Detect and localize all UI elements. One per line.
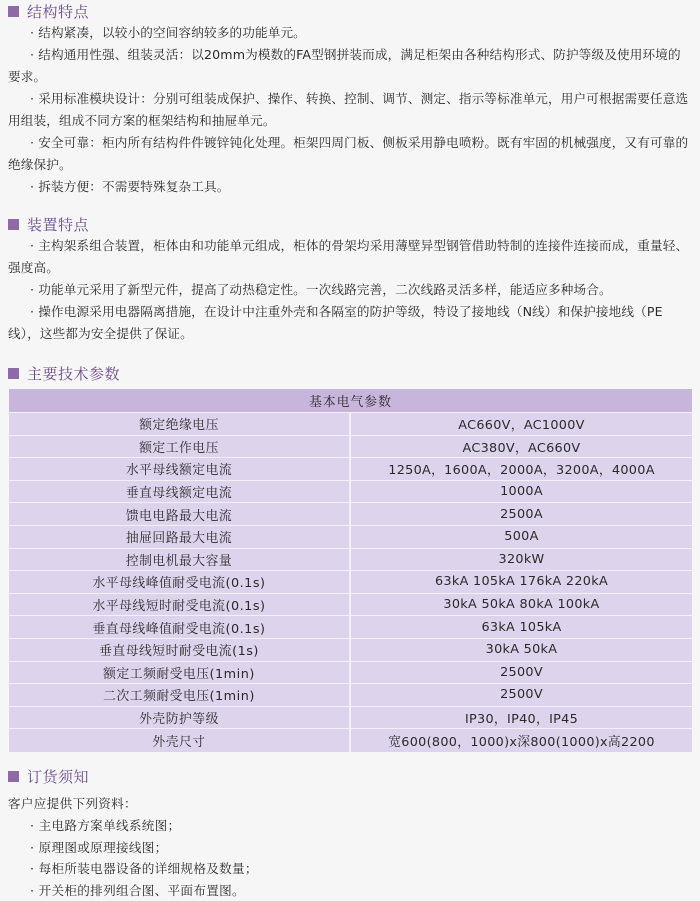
section-header-device: [8, 214, 89, 234]
table-row: [9, 707, 692, 730]
section-header-structure: [8, 1, 89, 21]
param-name: 抽屉回路最大电流: [9, 526, 351, 548]
table-row: [9, 458, 692, 481]
section-bullet-icon: [8, 6, 19, 17]
table-row: [9, 662, 692, 685]
param-value: 宽600(800，1000)x深800(1000)x高2200: [388, 735, 655, 751]
param-value: IP30，IP40，IP45: [464, 712, 579, 728]
list-item: · 原理图或原理接线图；: [30, 839, 168, 855]
param-name: 垂直母线短时耐受电流(1s): [9, 639, 351, 661]
param-name: 馈电电路最大电流: [9, 503, 351, 525]
section-header-specs: [8, 363, 120, 383]
list-item: · 主电路方案单线系统图；: [30, 818, 181, 833]
param-name: 额定工频耐受电压(1min): [9, 662, 351, 684]
table-row: [9, 503, 692, 526]
table-row: [9, 481, 692, 504]
param-value: AC380V，AC660V: [462, 440, 581, 456]
param-value: 63kA 105kA: [481, 619, 562, 635]
paragraph: · 结构通用性强、组装灵活：以20mm为模数的FA型钢拼装而成，满足柜架由各种结构形式、防护等级及使用环境的要求。: [8, 47, 681, 84]
section-title: 结构特点: [27, 2, 90, 21]
param-name: 控制电机最大容量: [9, 549, 351, 571]
paragraph: · 操作电源采用电器隔离措施，在设计中注重外壳和各隔室的防护等级，特设了接地线（N线）和保护接地线（PE线），这些都为安全提供了保证。: [8, 304, 663, 341]
param-name: 二次工频耐受电压(1min): [9, 684, 351, 706]
param-name: 水平母线额定电流: [9, 458, 351, 480]
section-bullet-icon: [8, 368, 19, 379]
section-header-ordering: [8, 766, 89, 786]
table-row: [9, 639, 692, 662]
param-name: 外壳防护等级: [9, 707, 351, 729]
paragraph: · 功能单元采用了新型元件，提高了动热稳定性。一次线路完善，二次线路灵活多样，能适应多种场合。: [30, 282, 612, 297]
section-bullet-icon: [8, 219, 19, 230]
table-row: [9, 594, 692, 617]
section-title: 订货须知: [27, 767, 90, 786]
param-value: 2500V: [500, 687, 543, 703]
table-row: [9, 729, 692, 752]
paragraph: · 安全可靠：柜内所有结构件件镀锌钝化处理。柜架四周门板、侧板采用静电喷粉。既有牢固的机械强度，又有可靠的绝缘保护。: [8, 135, 689, 172]
section-bullet-icon: [8, 771, 19, 782]
section-title: 主要技术参数: [27, 364, 121, 383]
param-value: 30kA 50kA 80kA 100kA: [443, 597, 600, 613]
table-row: [9, 413, 692, 436]
table-row: [9, 549, 692, 572]
section-title: 装置特点: [27, 215, 90, 234]
param-value: 500A: [504, 529, 539, 545]
param-name: 垂直母线峰值耐受电流(0.1s): [9, 616, 351, 638]
paragraph: · 结构紧凑，以较小的空间容纳较多的功能单元。: [30, 25, 306, 40]
param-name: 水平母线峰值耐受电流(0.1s): [9, 571, 351, 593]
param-name: 外壳尺寸: [9, 729, 351, 752]
param-name: 额定工作电压: [9, 436, 351, 458]
param-name: 额定绝缘电压: [9, 413, 351, 435]
param-value: 2500V: [500, 664, 543, 680]
param-value: 1250A，1600A，2000A，3200A，4000A: [388, 463, 655, 479]
table-row: [9, 526, 692, 549]
table-row: [9, 684, 692, 707]
paragraph: · 拆装方便：不需要特殊复杂工具。: [30, 179, 230, 194]
param-name: 水平母线短时耐受电流(0.1s): [9, 594, 351, 616]
paragraph: · 主构架系组合装置，柜体由和功能单元组成，柜体的骨架均采用薄壁异型钢管借助特制的连接件连接而成，重量轻、强度高。: [8, 238, 689, 275]
table-row: [9, 571, 692, 594]
table-header: 基本电气参数: [9, 389, 692, 413]
list-item: · 每柜所装电器设备的详细规格及数量；: [30, 861, 258, 876]
table-row: [9, 616, 692, 639]
param-name: 垂直母线额定电流: [9, 481, 351, 503]
ordering-list: [30, 815, 258, 901]
param-value: AC660V，AC1000V: [458, 418, 585, 434]
ordering-intro: 客户应提供下列资料：: [8, 796, 137, 811]
param-value: 1000A: [500, 484, 543, 500]
table-row: [9, 436, 692, 459]
param-value: 30kA 50kA: [485, 642, 558, 658]
param-value: 63kA 105kA 176kA 220kA: [434, 574, 609, 590]
spec-table: [9, 389, 692, 752]
list-item: · 开关柜的排列组合图、平面布置图。: [30, 882, 245, 898]
param-value: 320kW: [498, 551, 545, 567]
param-value: 2500A: [500, 506, 543, 522]
paragraph: · 采用标准模块设计：分别可组装成保护、操作、转换、控制、调节、测定、指示等标准单元，用户可根据需要任意选用组装，组成不同方案的框架结构和抽屉单元。: [8, 91, 689, 128]
